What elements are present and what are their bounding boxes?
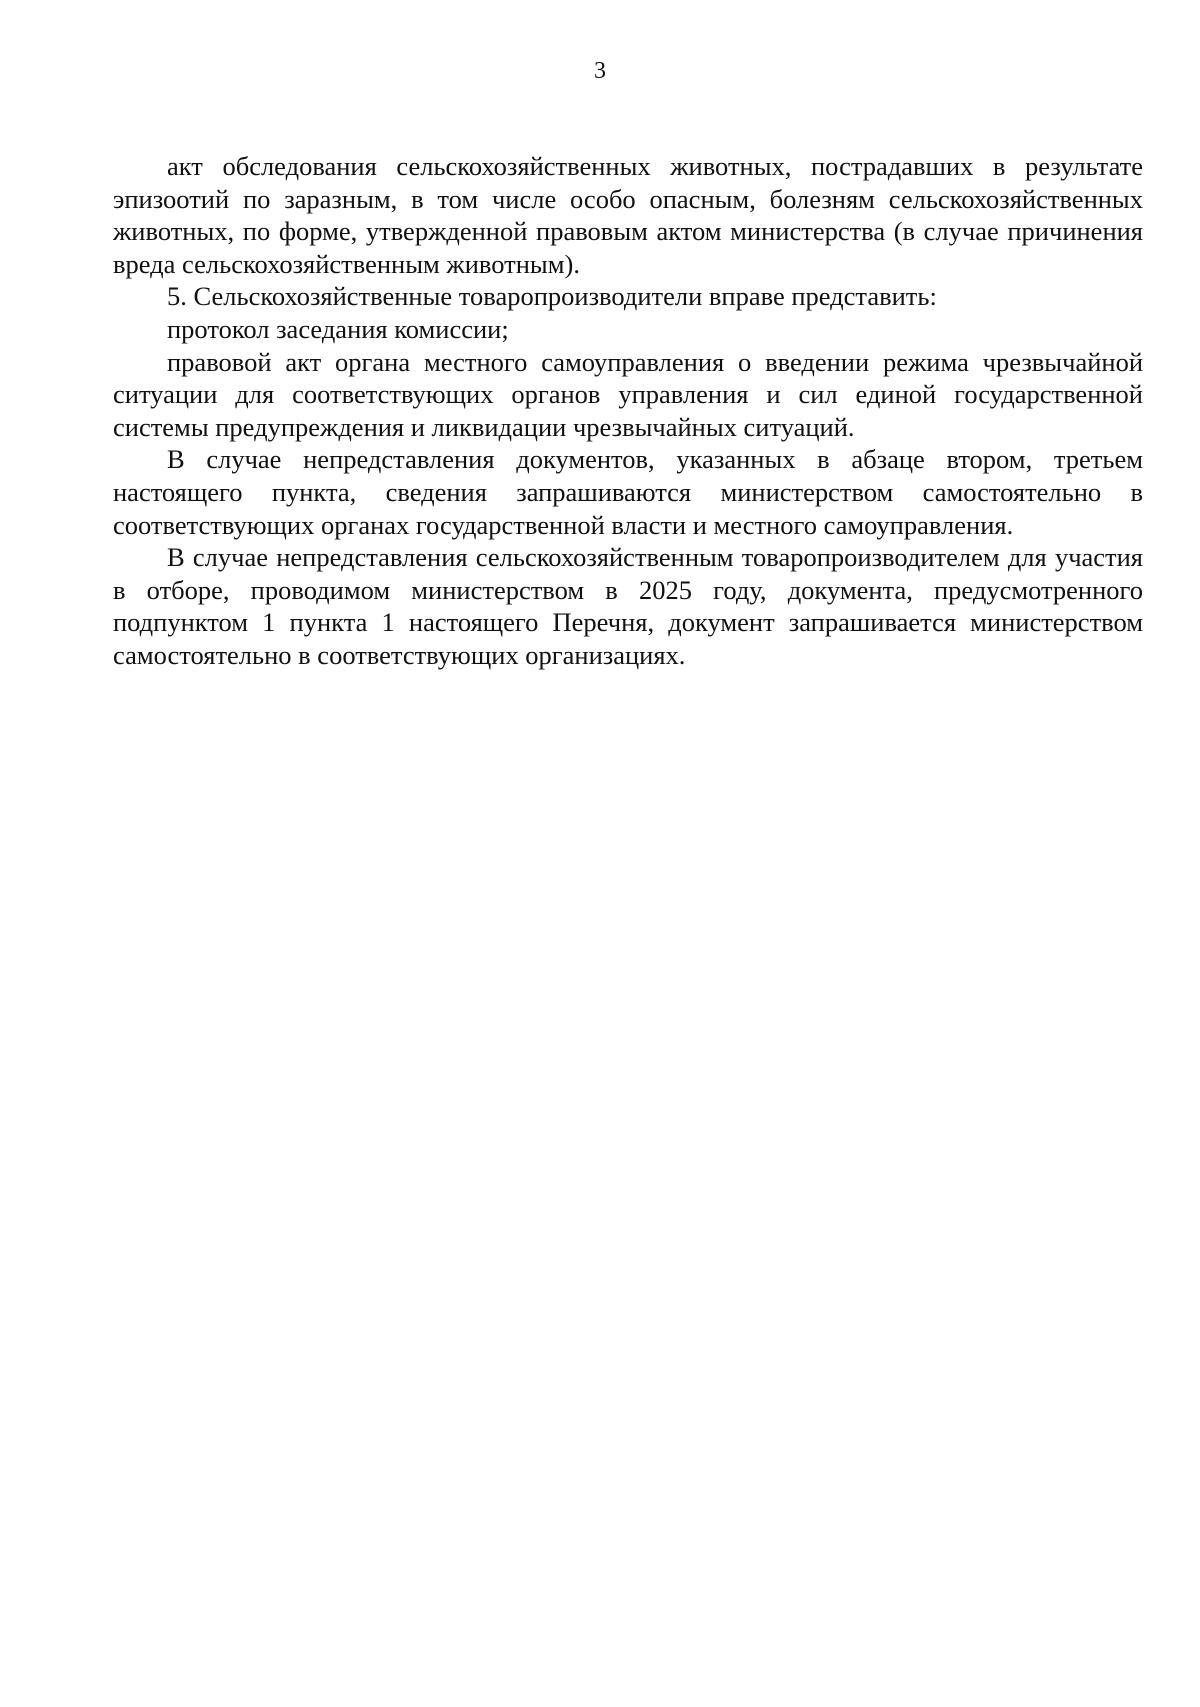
paragraph-animal-inspection-act: акт обследования сельскохозяйственных животных, пострадавших в результате эпизоотий по заразным, в том числе особо опасным, болезням сельскохозяйственных животных, по форме, утвержденной правовым актом министерства (в случае причинения вреда сельскохозяйственным животным). [113,151,1143,279]
paragraph-emergency-regime-act: правовой акт органа местного самоуправления о введении режима чрезвычайной ситуации для соответствующих органов управления и сил единой государственной системы предупреждения и ликвидации чрезвычайных ситуаций. [113,346,1143,442]
document-body [113,150,1143,672]
paragraph-documents-not-submitted: В случае непредставления документов, указанных в абзаце втором, третьем настоящего пункта, сведения запрашиваются министерством самостоятельно в соответствующих органах государственной власти и местного самоуправления. [113,444,1143,540]
paragraph-item-5: 5. Сельскохозяйственные товаропроизводители вправе представить: [167,281,937,312]
paragraph-selection-2025: В случае непредставления сельскохозяйственным товаропроизводителем для участия в отборе, проводимом министерством в 2025 году, документа, предусмотренного подпунктом 1 пункта 1 настоящего Перечня, документ запрашивается министерством самостоятельно в соответствующих организациях. [113,542,1143,670]
page-number: 3 [594,58,606,84]
paragraph-commission-protocol: протокол заседания комиссии; [167,313,509,344]
